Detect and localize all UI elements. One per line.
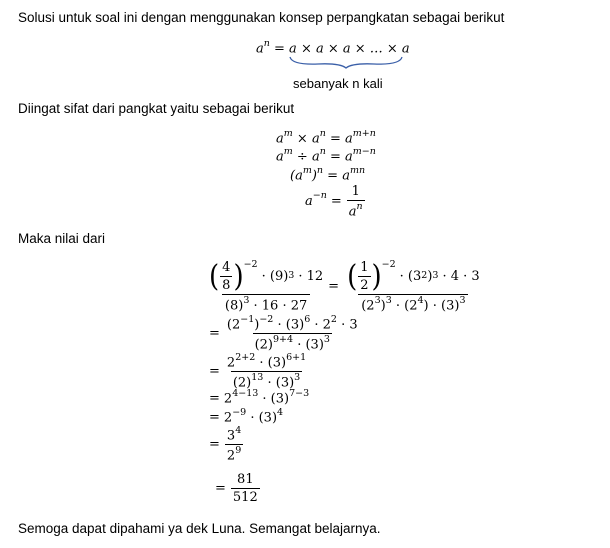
definition-equation: $a^n = a \times a \times a$ × … × a bbox=[256, 38, 410, 57]
step-2: = $\frac{2^{2+2} \cdot (3)^{6+1}}{(2)^{13} \cdot (3)^3}$ bbox=[209, 352, 307, 391]
step-3: = $2^{4-13} \cdot (3)^{7-3}$ bbox=[209, 388, 310, 407]
closing-text: Semoga dapat dipahami ya dek Luna. Semangat belajarnya. bbox=[18, 521, 381, 536]
step-4: = $2^{-9} \cdot (3)^4$ bbox=[209, 407, 284, 426]
rule-negative-exponent: a $^{-n}$ = $\frac{1}{a^n}$ bbox=[305, 184, 363, 220]
step-0: ( $\frac{4}{8}$ ) $^{-2}$ · (9) $^3$ · 12 $(8)^3 \cdot 16 \cdot 27$ = ( $\frac{1}{2}$ ) $^{-2}$ · (3 $^2$ ) $^3$ · 4 · 3 $(2^3)^3 \cdot (2^4) \cdot (3)^3$ bbox=[209, 259, 480, 314]
underbrace-icon bbox=[288, 55, 404, 69]
brace-label: sebanyak n kali bbox=[293, 76, 383, 91]
rule-quotient: $a^m \div a^n = a^{m-n}$ bbox=[276, 146, 376, 165]
rule-product: $a^m \times a^n = a^{m+n}$ bbox=[276, 128, 376, 147]
rule-power: $(a^m)^n = a^{mn}$ bbox=[290, 165, 366, 184]
intro-text: Solusi untuk soal ini dengan menggunakan konsep perpangkatan sebagai berikut bbox=[18, 10, 505, 25]
final-result: = $\frac{81}{512}$ bbox=[215, 472, 258, 505]
recall-text: Diingat sifat dari pangkat yaitu sebagai berikut bbox=[18, 101, 295, 116]
step-1: = $\frac{(2^{-1})^{-2} \cdot (3)^6 \cdot 2^2 \cdot 3}{(2)^{9+4} \cdot (3)^3}$ bbox=[209, 314, 358, 353]
step-5: = $\frac{3^4}{2^9}$ bbox=[209, 425, 242, 464]
then-text: Maka nilai dari bbox=[18, 231, 106, 246]
